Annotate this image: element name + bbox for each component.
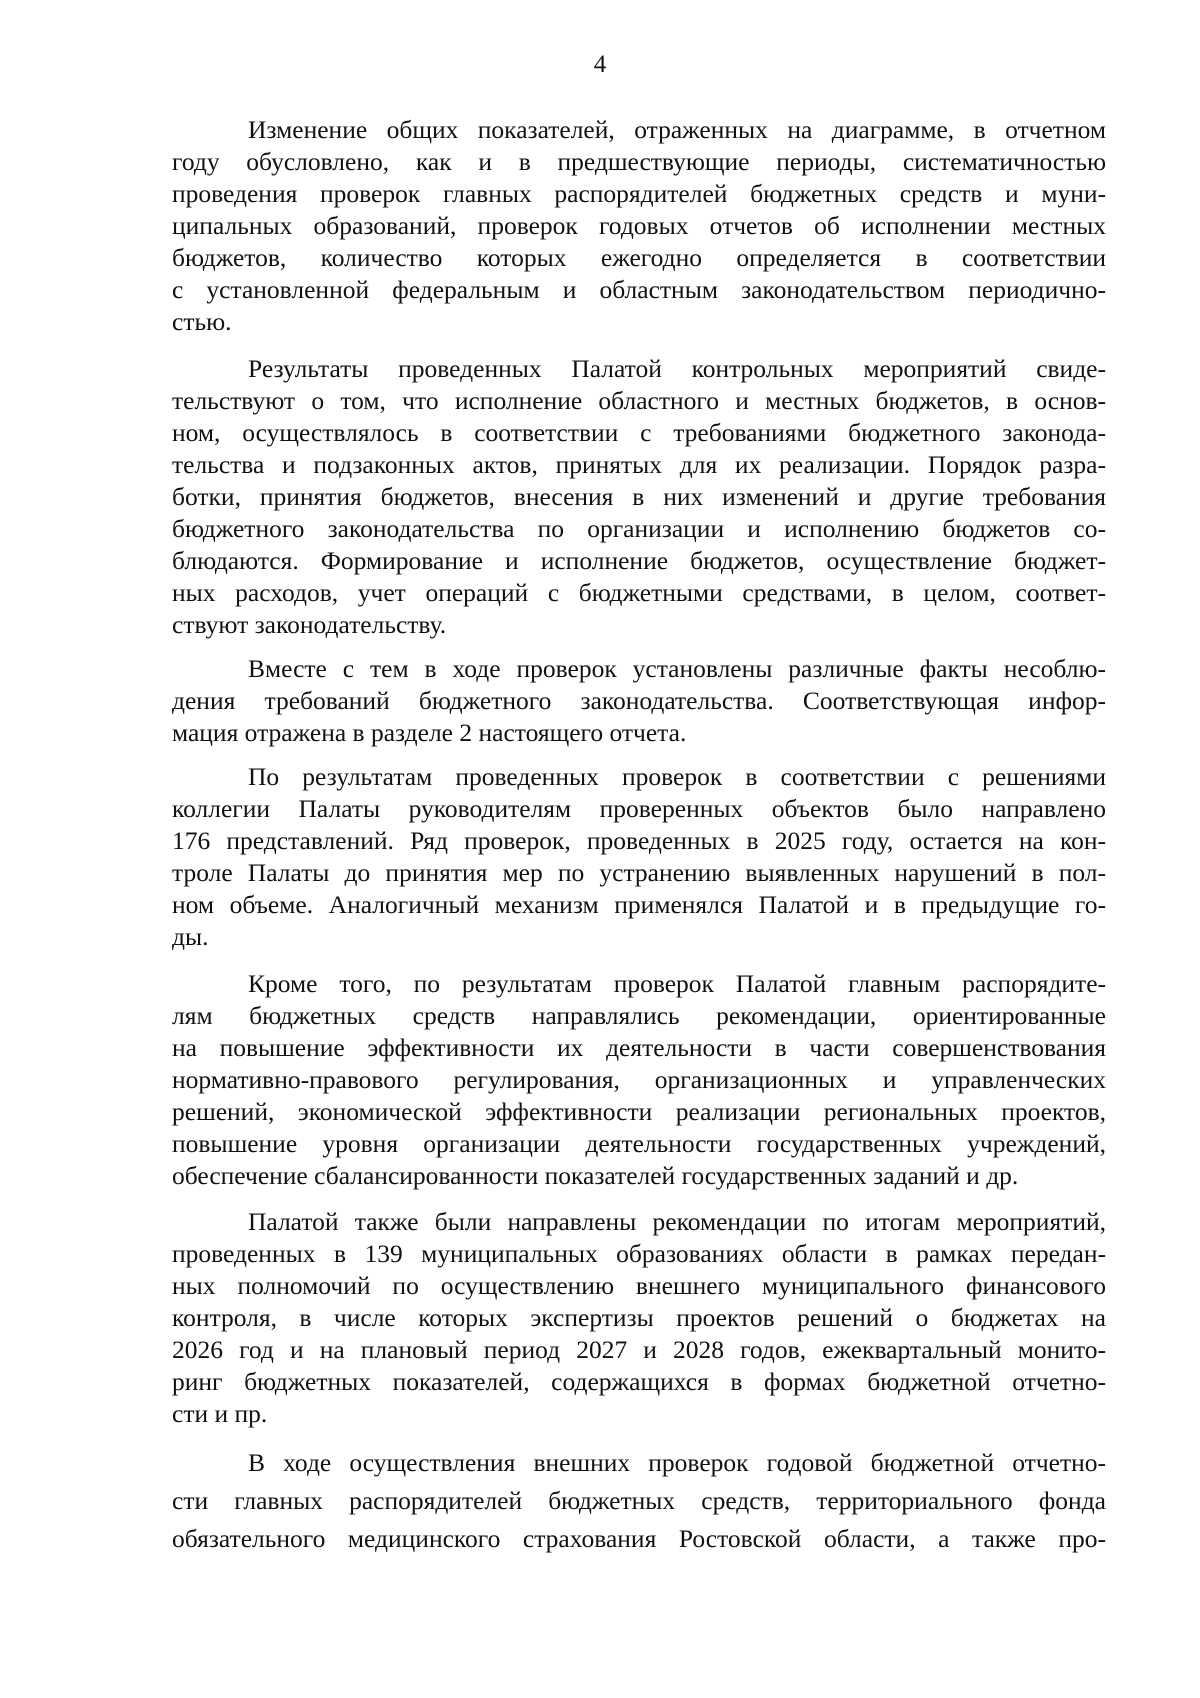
paragraph: [172, 1444, 1106, 1558]
paragraph: [172, 353, 1106, 641]
text-line: тельствуют о том, что исполнение областного и местных бюджетов, в основ-: [172, 386, 1106, 415]
text-line: коллегии Палаты руководителям проверенных объектов было направлено: [172, 794, 1106, 823]
text-line: блюдаются. Формирование и исполнение бюджетов, осуществление бюджет-: [172, 546, 1106, 575]
text-line: ринг бюджетных показателей, содержащихся в формах бюджетной отчетно-: [172, 1367, 1106, 1396]
text-line: Изменение общих показателей, отраженных на диаграмме, в отчетном: [248, 115, 1106, 144]
paragraph: [172, 1206, 1106, 1430]
text-line: сти и пр.: [172, 1399, 268, 1428]
text-line: Результаты проведенных Палатой контрольных мероприятий свиде-: [248, 354, 1106, 383]
text-line: ном объеме. Аналогичный механизм применялся Палатой и в предыдущие го-: [172, 890, 1106, 919]
text-line: Палатой также были направлены рекомендации по итогам мероприятий,: [248, 1207, 1106, 1236]
paragraph: [172, 761, 1106, 953]
text-line: троле Палаты до принятия мер по устранению выявленных нарушений в пол-: [172, 858, 1106, 887]
text-line: ном, осуществлялось в соответствии с требованиями бюджетного законода-: [172, 418, 1106, 447]
text-line: 2026 год и на плановый период 2027 и 2028 годов, ежеквартальный монито-: [172, 1335, 1106, 1364]
text-line: В ходе осуществления внешних проверок годовой бюджетной отчетно-: [248, 1448, 1106, 1477]
text-line: лям бюджетных средств направлялись рекомендации, ориентированные: [172, 1001, 1106, 1030]
text-line: на повышение эффективности их деятельности в части совершенствования: [172, 1033, 1106, 1062]
text-line: ных полномочий по осуществлению внешнего муниципального финансового: [172, 1271, 1106, 1300]
page-number: 4: [593, 51, 607, 78]
paragraph: [172, 968, 1106, 1192]
text-line: ствуют законодательству.: [172, 610, 447, 639]
text-line: решений, экономической эффективности реализации региональных проектов,: [172, 1097, 1106, 1126]
text-line: нормативно-правового регулирования, организационных и управленческих: [172, 1065, 1106, 1094]
document-body: [172, 114, 1106, 1558]
text-line: мация отражена в разделе 2 настоящего отчета.: [172, 718, 687, 747]
text-line: бюджетов, количество которых ежегодно определяется в соответствии: [172, 243, 1106, 272]
text-line: сти главных распорядителей бюджетных средств, территориального фонда: [172, 1486, 1106, 1515]
text-line: По результатам проведенных проверок в соответствии с решениями: [248, 762, 1106, 791]
text-line: ных расходов, учет операций с бюджетными средствами, в целом, соответ-: [172, 578, 1106, 607]
text-line: с установленной федеральным и областным законодательством периодично-: [172, 275, 1106, 304]
text-line: ботки, принятия бюджетов, внесения в них изменений и другие требования: [172, 482, 1106, 511]
text-line: Вместе с тем в ходе проверок установлены различные факты несоблю-: [248, 654, 1106, 683]
text-line: ды.: [172, 922, 209, 951]
text-line: ципальных образований, проверок годовых отчетов об исполнении местных: [172, 211, 1106, 240]
text-line: обеспечение сбалансированности показателей государственных заданий и др.: [172, 1161, 1019, 1190]
text-line: тельства и подзаконных актов, принятых для их реализации. Порядок разра-: [172, 450, 1106, 479]
text-line: обязательного медицинского страхования Ростовской области, а также про-: [172, 1524, 1106, 1553]
paragraph: [172, 114, 1106, 338]
text-line: проведенных в 139 муниципальных образованиях области в рамках передан-: [172, 1239, 1106, 1268]
text-line: дения требований бюджетного законодательства. Соответствующая инфор-: [172, 686, 1106, 715]
text-line: году обусловлено, как и в предшествующие периоды, систематичностью: [172, 147, 1106, 176]
text-line: контроля, в числе которых экспертизы проектов решений о бюджетах на: [172, 1303, 1106, 1332]
text-line: Кроме того, по результатам проверок Палатой главным распорядите-: [248, 969, 1106, 998]
text-line: бюджетного законодательства по организации и исполнению бюджетов со-: [172, 514, 1106, 543]
text-line: проведения проверок главных распорядителей бюджетных средств и муни-: [172, 179, 1106, 208]
text-line: стью.: [172, 307, 232, 336]
text-line: 176 представлений. Ряд проверок, проведенных в 2025 году, остается на кон-: [172, 826, 1106, 855]
text-line: повышение уровня организации деятельности государственных учреждений,: [172, 1129, 1106, 1158]
paragraph: [172, 653, 1106, 749]
